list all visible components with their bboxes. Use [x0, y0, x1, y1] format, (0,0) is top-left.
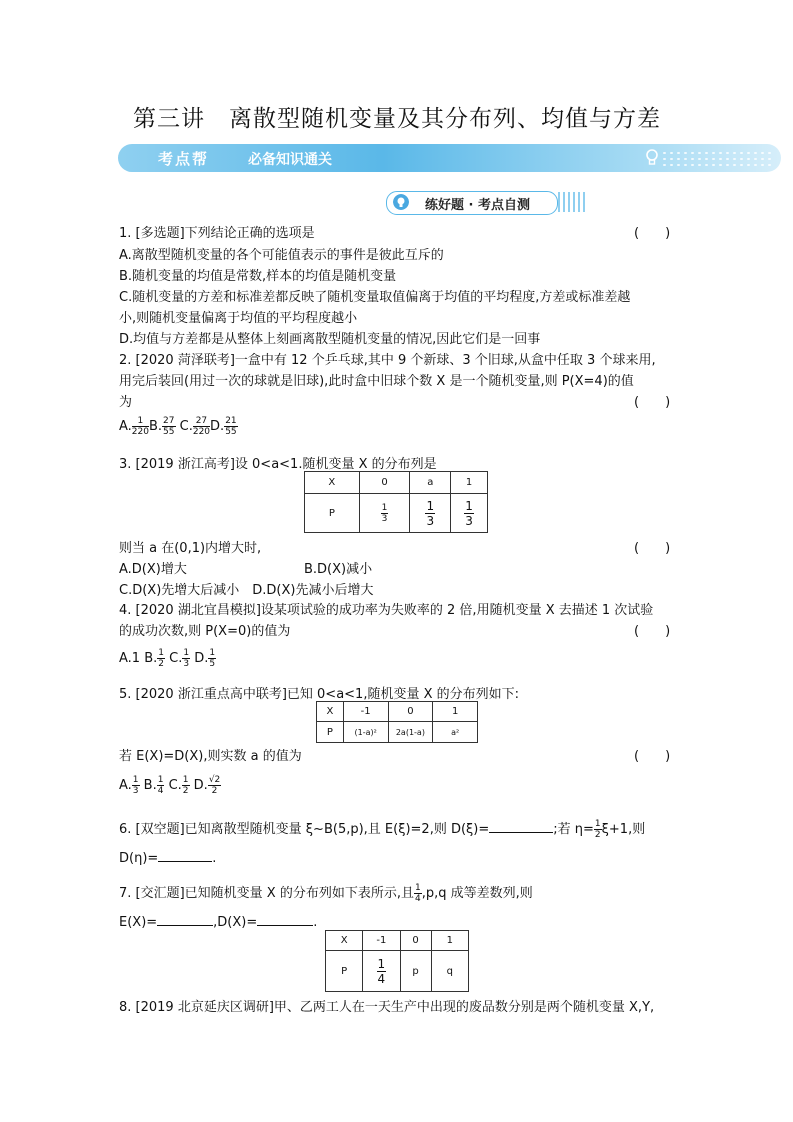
q4-option-d-fraction [208, 648, 216, 669]
fraction-numerator: 1 [381, 502, 388, 513]
fraction-denominator: 55 [163, 427, 175, 437]
fraction-numerator: 1 [465, 498, 473, 513]
fraction-denominator: 2 [594, 830, 601, 840]
q7-text: 7. [交汇题]已知随机变量 X 的分布列如下表所示,且 [119, 886, 414, 901]
q5-option-c-label: C. [164, 778, 182, 793]
q1-stem: 1. [多选题]下列结论正确的选项是 [119, 226, 315, 241]
table-cell: 0 [400, 931, 431, 951]
q6-blank-1[interactable] [489, 820, 553, 833]
banner-dots-decoration [661, 150, 771, 166]
q3-distribution-table [304, 471, 488, 533]
q3-options-cd: C.D(X)先增大后减小 D.D(X)先减小后增大 [119, 583, 374, 598]
q1-answer-paren: ( ) [634, 226, 671, 241]
fraction [464, 499, 474, 528]
q2-option-d-label: D. [210, 419, 225, 434]
table-cell: -1 [343, 702, 388, 722]
fraction [381, 503, 389, 524]
q5-option-a-label: A. [119, 778, 132, 793]
fraction-denominator: 3 [465, 513, 473, 528]
lightbulb-icon [393, 194, 409, 210]
q4-line2: 的成功次数,则 P(X=0)的值为 [119, 624, 291, 639]
fraction-denominator: 220 [131, 427, 149, 437]
fraction-numerator: √2 [208, 775, 221, 785]
q4-answer-paren: ( ) [634, 624, 671, 639]
fraction-denominator: 220 [192, 427, 211, 437]
fraction-denominator: 4 [377, 971, 386, 986]
q2-answer-paren: ( ) [634, 395, 671, 410]
q4-options [119, 648, 216, 669]
q4-option-ab-label: A.1 B. [119, 651, 158, 666]
fraction-numerator: 1 [158, 648, 164, 658]
q2-option-a-label: A. [119, 419, 132, 434]
table-cell [410, 494, 451, 533]
q1-option-c-line1: C.随机变量的方差和标准差都反映了随机变量取值偏离于均值的平均程度,方差或标准差越 [119, 290, 631, 305]
fraction-denominator: 55 [225, 427, 237, 437]
lightbulb-icon [644, 148, 660, 168]
table-cell [359, 494, 410, 533]
q7-fraction [414, 883, 422, 904]
q4-option-d-label: D. [190, 651, 209, 666]
q3-answer-paren: ( ) [634, 541, 671, 556]
q7-blank-1[interactable] [157, 913, 213, 926]
table-cell [451, 494, 488, 533]
q2-option-d-fraction [224, 416, 237, 437]
table-cell: 0 [388, 702, 433, 722]
q2-option-c-label: C. [175, 419, 193, 434]
q6-line1 [119, 818, 645, 840]
table-cell: a [410, 472, 451, 494]
q2-option-a-fraction [132, 416, 149, 437]
q3-stem: 3. [2019 浙江高考]设 0<a<1.随机变量 X 的分布列是 [119, 457, 437, 472]
q6-text: ;若 η= [553, 822, 594, 837]
section-banner [118, 144, 781, 172]
table-cell: X [326, 931, 363, 951]
q7-text: . [313, 915, 318, 930]
table-cell: (1-a)² [343, 722, 388, 743]
q7-text: ,D(X)= [213, 915, 258, 930]
table-cell [363, 951, 400, 992]
q5-distribution-table [316, 701, 478, 743]
q2-line2: 用完后装回(用过一次的球就是旧球),此时盒中旧球个数 X 是一个随机变量,则 P(X=4)的值 [119, 374, 634, 389]
q4-line1: 4. [2020 湖北宜昌模拟]设某项试验的成功率为失败率的 2 倍,用随机变量 X 去描述 1 次试验 [119, 603, 654, 618]
fraction-denominator: 2 [182, 786, 189, 796]
fraction [425, 499, 435, 528]
q7-text: ,p,q 成等差数列,则 [421, 886, 533, 901]
fraction-denominator: 4 [157, 786, 164, 796]
q2-option-b-label: B. [148, 419, 163, 434]
table-cell: X [317, 702, 344, 722]
practice-tag-label: 练好题 · 考点自测 [425, 198, 530, 213]
banner-right-label: 必备知识通关 [248, 152, 332, 168]
table-cell: P [326, 951, 363, 992]
table-cell: X [305, 472, 360, 494]
q7-blank-2[interactable] [257, 913, 313, 926]
q2-line3: 为 [119, 395, 133, 410]
fraction-denominator: 5 [209, 659, 216, 669]
practice-tag [386, 191, 558, 215]
q3-option-b: B.D(X)减小 [304, 562, 373, 577]
q2-option-b-fraction [162, 416, 175, 437]
q5-line2: 若 E(X)=D(X),则实数 a 的值为 [119, 749, 302, 764]
table-cell: q [431, 951, 468, 992]
q4-option-c-fraction [182, 648, 190, 669]
q6-line2 [119, 849, 216, 866]
q5-options [119, 775, 221, 796]
fraction-numerator: 1 [414, 883, 421, 893]
fraction-numerator: 27 [193, 416, 210, 427]
q6-blank-2[interactable] [158, 849, 212, 862]
fraction-numerator: 1 [183, 648, 190, 658]
q4-option-b-fraction [157, 648, 165, 669]
q5-stem: 5. [2020 浙江重点高中联考]已知 0<a<1,随机变量 X 的分布列如下: [119, 687, 520, 702]
page-title: 第三讲 离散型随机变量及其分布列、均值与方差 [133, 106, 661, 132]
q1-option-d: D.均值与方差都是从整体上刻画离散型随机变量的情况,因此它们是一回事 [119, 332, 541, 347]
table-cell: 1 [431, 931, 468, 951]
q7-text: E(X)= [119, 915, 158, 930]
q6-fraction [594, 819, 602, 840]
q6-text: ξ+1,则 [601, 822, 646, 837]
fraction-numerator: 1 [182, 775, 189, 785]
q5-option-b-label: B. [139, 778, 157, 793]
fraction-denominator: 4 [414, 894, 421, 904]
fraction-denominator: 3 [132, 786, 139, 796]
q1-option-b: B.随机变量的均值是常数,样本的均值是随机变量 [119, 269, 397, 284]
fraction-numerator: 27 [163, 416, 175, 426]
table-cell: 1 [433, 702, 478, 722]
q1-option-c-line2: 小,则随机变量偏离于均值的平均程度越小 [119, 311, 358, 326]
fraction [377, 957, 387, 986]
fraction-numerator: 1 [209, 648, 216, 658]
q5-option-d-label: D. [189, 778, 208, 793]
fraction-numerator: 1 [132, 775, 139, 785]
table-cell: 2a(1-a) [388, 722, 433, 743]
fraction-denominator: 3 [183, 659, 190, 669]
q7-line2 [119, 913, 317, 930]
table-cell: a² [433, 722, 478, 743]
table-cell: 1 [451, 472, 488, 494]
fraction-numerator: 1 [426, 498, 435, 513]
practice-bars-decoration [558, 192, 588, 212]
q6-text: D(η)= [119, 851, 159, 866]
q5-option-a-fraction [132, 775, 140, 796]
fraction-numerator: 21 [225, 416, 237, 426]
q2-options [119, 416, 238, 437]
banner-left-label: 考点帮 [158, 150, 210, 168]
q5-answer-paren: ( ) [634, 749, 671, 764]
q4-option-c-label: C. [165, 651, 183, 666]
q1-option-a: A.离散型随机变量的各个可能值表示的事件是彼此互斥的 [119, 248, 444, 263]
fraction-denominator: 3 [426, 513, 435, 528]
q5-option-d-fraction [208, 775, 221, 796]
q3-option-a: A.D(X)增大 [119, 562, 187, 577]
q6-text: 6. [双空题]已知离散型随机变量 ξ~B(5,p),且 E(ξ)=2,则 D(ξ)= [119, 822, 490, 837]
fraction-numerator: 1 [377, 956, 386, 971]
q8-line1: 8. [2019 北京延庆区调研]甲、乙两工人在一天生产中出现的废品数分别是两个随机变量 X,Y, [119, 1000, 655, 1015]
fraction-numerator: 1 [157, 775, 164, 785]
q7-line1 [119, 882, 533, 904]
fraction-denominator: 2 [211, 786, 218, 796]
table-cell: P [305, 494, 360, 533]
fraction-numerator: 1 [594, 819, 601, 829]
fraction-denominator: 2 [158, 659, 164, 669]
table-cell: p [400, 951, 431, 992]
table-cell: P [317, 722, 344, 743]
q6-text: . [212, 851, 217, 866]
q2-line1: 2. [2020 菏泽联考]一盒中有 12 个乒乓球,其中 9 个新球、3 个旧球,从盒中任取 3 个球来用, [119, 353, 656, 368]
q5-option-c-fraction [182, 775, 190, 796]
fraction-denominator: 3 [381, 513, 388, 524]
q2-option-c-fraction [193, 416, 210, 437]
fraction-numerator: 1 [132, 416, 149, 427]
q7-distribution-table [325, 930, 469, 992]
table-cell: 0 [359, 472, 410, 494]
q3-line2: 则当 a 在(0,1)内增大时, [119, 541, 262, 556]
table-cell: -1 [363, 931, 400, 951]
